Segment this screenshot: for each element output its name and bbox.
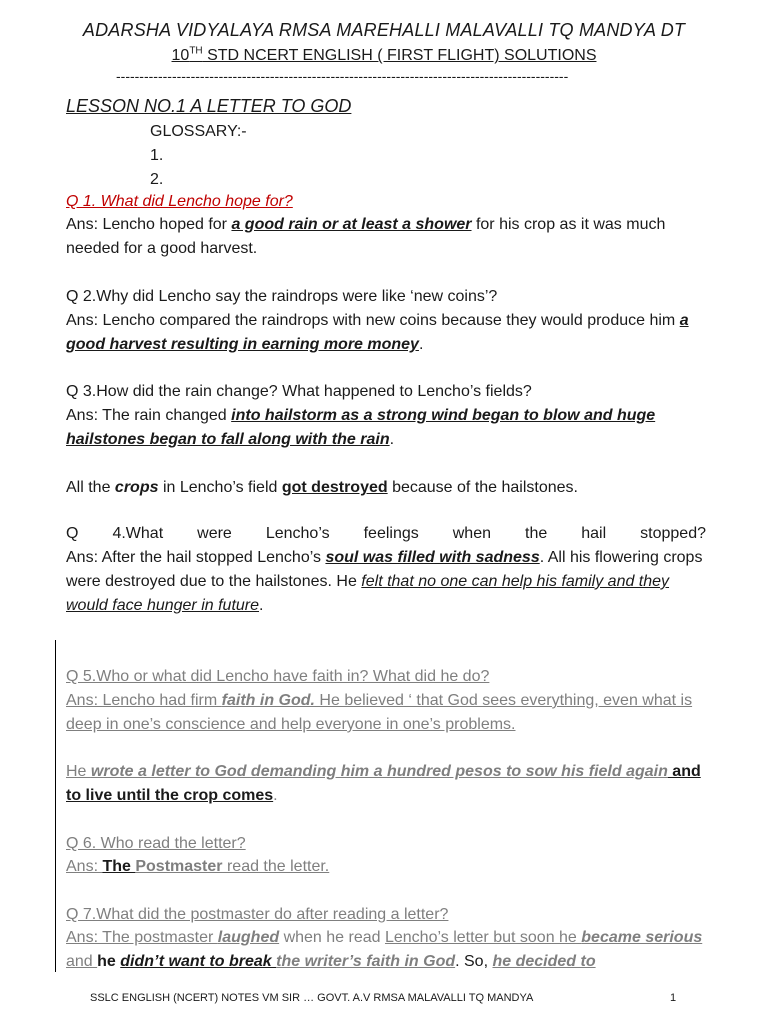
answer-5 — [66, 689, 706, 737]
answer-5-p2-c: and to live until the crop comes — [66, 763, 701, 804]
answer-7-and: and — [66, 953, 98, 970]
answer-3 — [66, 404, 706, 452]
answer-6-label: Ans: — [66, 858, 103, 875]
answer-7-serious: became serious — [581, 929, 703, 946]
glossary-item-2: 2. — [150, 171, 164, 188]
answer-5-p2-d: . — [273, 787, 278, 804]
std-number: 10 — [171, 47, 190, 65]
answer-7-text-c: when he read — [279, 929, 385, 946]
answer-5-p2-letter: wrote a letter to God demanding him a hundred pesos to sow his field again — [90, 763, 668, 780]
question-6-text: Q 6. Who read the letter? — [66, 835, 246, 852]
answer-7-faith: the writer’s faith in God — [276, 953, 456, 970]
answer-7-decided: he decided to — [492, 953, 596, 970]
page-number: 1 — [670, 992, 677, 1004]
answer-7-break: didn’t want to break — [120, 953, 277, 970]
answer-5-text-d: He believed ‘ that God sees everything, even what is deep in one’s conscience and help everyone in one’s problems. — [66, 692, 693, 733]
answer-7-so: . So, — [455, 953, 493, 970]
answer-4-highlight: soul was filled with sadness — [325, 549, 540, 566]
answer-3-p2-a: All the — [66, 479, 115, 496]
answer-2 — [66, 309, 706, 357]
answer-4-italic: felt that no one can help his family and they would face hunger in future — [66, 573, 670, 614]
question-2: Q 2.Why did Lencho say the raindrops were like ‘new coins’? — [66, 288, 498, 305]
question-1: Q 1. What did Lencho hope for? — [66, 193, 293, 210]
answer-3-p2-crops: crops — [114, 479, 159, 496]
answer-2-highlight: a good harvest resulting in earning more money — [66, 312, 689, 353]
answer-7-text-a: Ans: The postmaster — [66, 929, 218, 946]
question-7: Q 7.What did the postmaster do after reading a letter? — [66, 906, 449, 923]
answer-5-p2-a: He — [66, 763, 91, 780]
answer-3-para-2 — [66, 476, 706, 500]
answer-3-highlight: into hailstorm as a strong wind began to blow and huge hailstones began to fall along with the rain — [66, 407, 656, 448]
answer-3-p2-e: because of the hailstones. — [387, 479, 578, 496]
answer-2-text-c: . — [418, 336, 424, 353]
answer-6-the: The — [102, 858, 136, 875]
answer-6-postmaster: Postmaster — [135, 858, 223, 875]
answer-7 — [66, 926, 706, 974]
answer-4 — [66, 546, 706, 618]
answer-3-p2-c: in Lencho’s field — [158, 479, 282, 496]
question-5: Q 5.Who or what did Lencho have faith in? What did he do? — [66, 668, 490, 685]
lesson-title: LESSON NO.1 A LETTER TO GOD — [66, 96, 352, 116]
margin-line — [55, 640, 56, 972]
answer-7-he: he — [97, 953, 121, 970]
question-6 — [66, 832, 706, 856]
answer-4-text-e: . — [259, 597, 264, 614]
answer-4-text-c: . All his flowering crops were destroyed due to the hailstones. He — [66, 549, 703, 590]
answer-6-text-d: read the letter. — [222, 858, 330, 875]
question-4: Q 4.What were Lencho’s feelings when the hail stopped? — [66, 525, 706, 542]
std-rest: STD NCERT ENGLISH ( FIRST FLIGHT) SOLUTIONS — [202, 47, 597, 65]
answer-3-p2-destroyed: got destroyed — [281, 479, 388, 496]
answer-1-highlight: a good rain or at least a shower — [231, 216, 472, 233]
answer-1-text-c: for his crop as it was much needed for a good harvest. — [66, 216, 666, 257]
answer-7-text-d: Lencho’s letter but soon he — [384, 929, 582, 946]
page-footer: SSLC ENGLISH (NCERT) NOTES VM SIR … GOVT. A.V RMSA MALAVALLI TQ MANDYA — [90, 992, 534, 1004]
answer-5-label: Ans: — [66, 692, 103, 709]
header-divider: ------------------------------------------------------------------------------------------------- — [116, 68, 569, 84]
glossary-item-1: 1. — [150, 147, 164, 164]
answer-3-text-c: . — [389, 431, 395, 448]
school-header: ADARSHA VIDYALAYA RMSA MAREHALLI MALAVALLI TQ MANDYA DT — [82, 20, 686, 40]
answer-5-faith: faith in God. — [221, 692, 315, 709]
std-superscript: TH — [189, 46, 203, 57]
answer-1 — [66, 213, 706, 261]
answer-4-text-a: Ans: After the hail stopped Lencho’s — [66, 549, 326, 566]
answer-5-text-b: Lencho had firm — [102, 692, 222, 709]
answer-6 — [66, 855, 706, 879]
question-3: Q 3.How did the rain change? What happened to Lencho’s fields? — [66, 383, 532, 400]
subject-header — [0, 46, 768, 65]
answer-3-text-a: Ans: The rain changed — [66, 407, 232, 424]
answer-1-text-a: Ans: Lencho hoped for — [66, 216, 232, 233]
glossary-label: GLOSSARY:- — [150, 123, 247, 140]
answer-2-text-a: Ans: Lencho compared the raindrops with new coins because they would produce him — [66, 312, 680, 329]
answer-7-laughed: laughed — [217, 929, 280, 946]
answer-5-para-2 — [66, 760, 706, 808]
